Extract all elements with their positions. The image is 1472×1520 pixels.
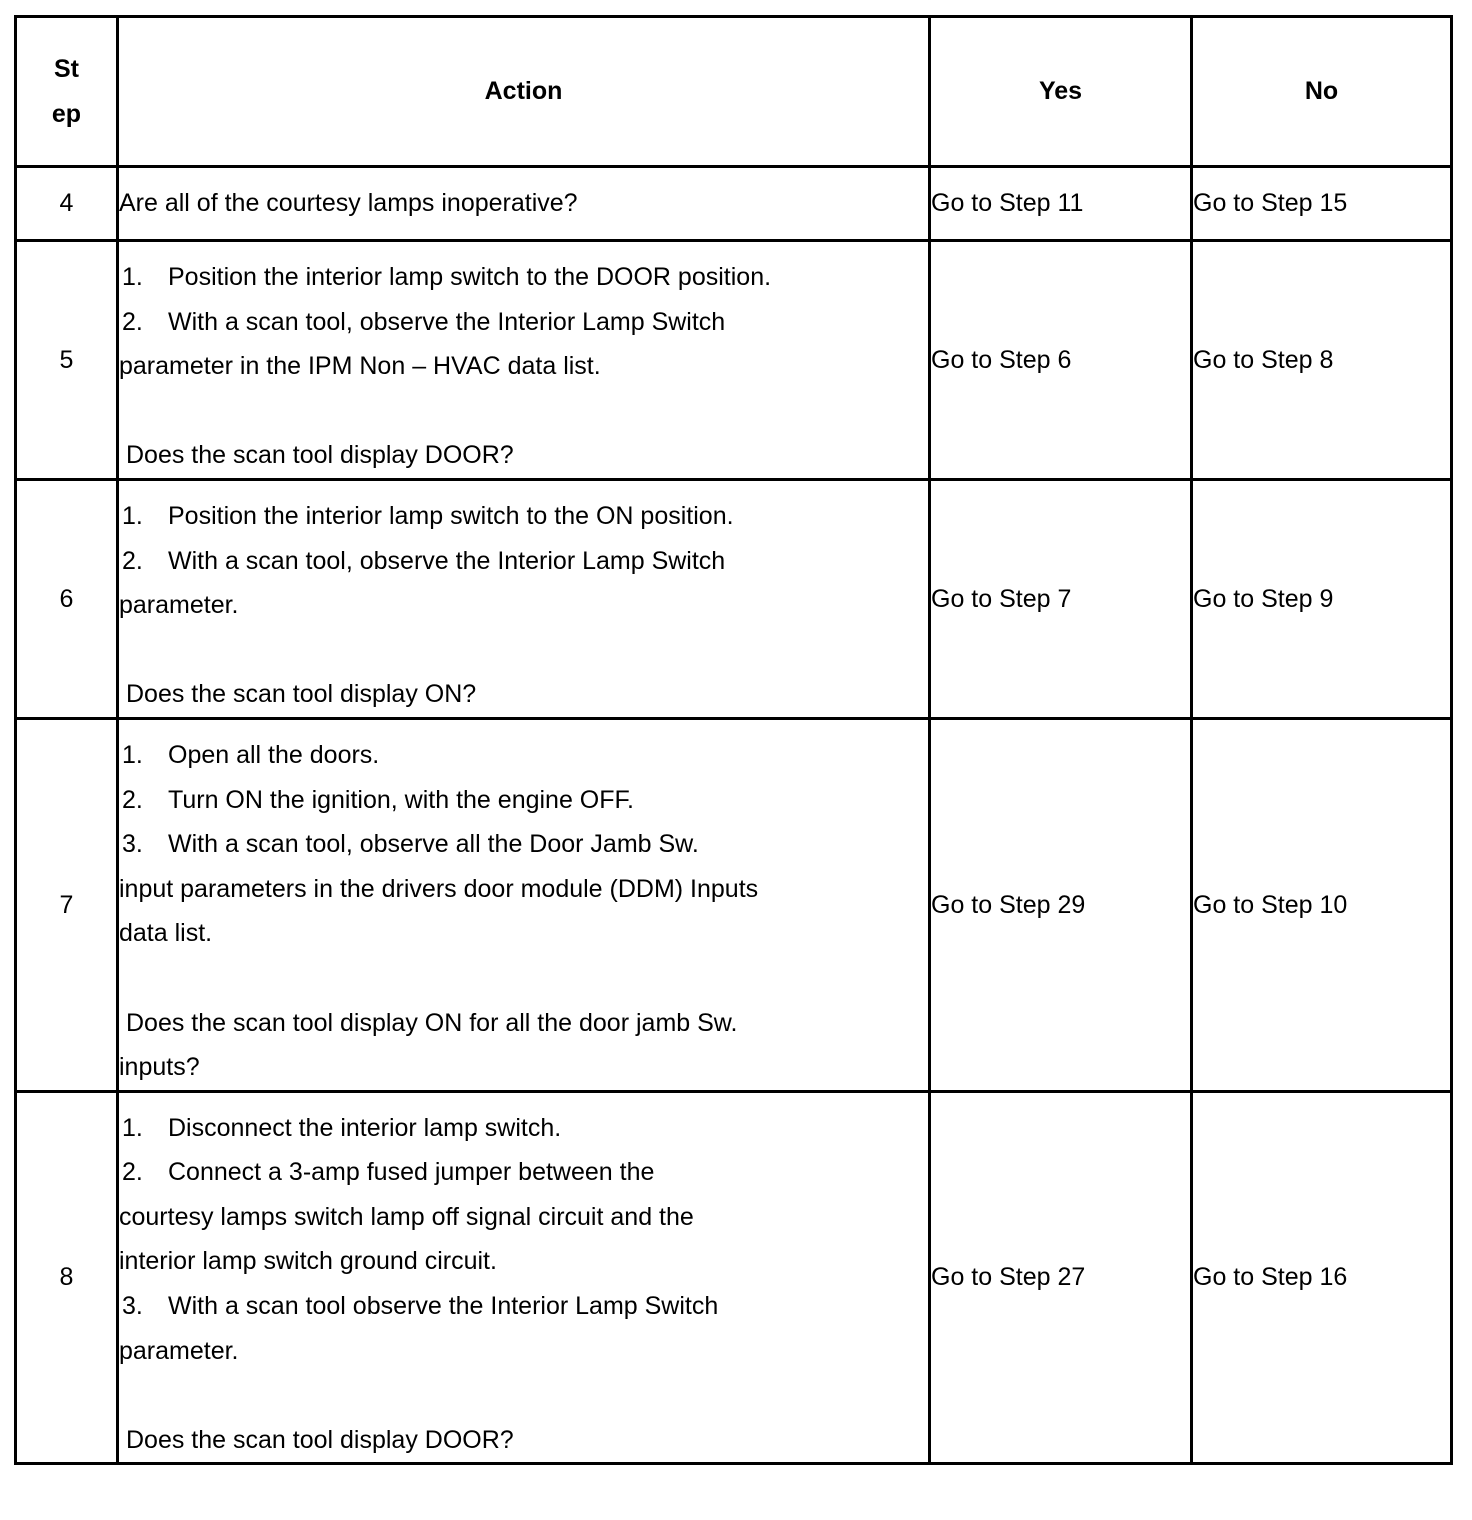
action-line [119,1284,928,1329]
action-line [119,867,928,912]
action-line-text: With a scan tool, observe the Interior Lamp Switch [168,307,726,336]
action-line-number: 2. [122,1158,143,1187]
step-number: 5 [16,241,118,480]
step-number: 7 [16,718,118,1091]
action-line-text: input parameters in the drivers door module (DDM) Inputs [119,874,759,903]
no-cell: Go to Step 9 [1192,479,1452,718]
step-number: 4 [16,167,118,241]
action-cell [118,1091,930,1464]
action-line-number: 2. [122,546,143,575]
table-row [16,479,1452,718]
action-line-text: Disconnect the interior lamp switch. [168,1113,562,1142]
action-line [119,1329,928,1374]
action-line [119,778,928,823]
table-row [16,718,1452,1091]
no-cell: Go to Step 16 [1192,1091,1452,1464]
action-line [119,1195,928,1240]
action-line-text: With a scan tool, observe the Interior Lamp Switch [168,546,726,575]
header-row [16,17,1452,167]
diagnostic-table [14,15,1453,1465]
action-line-text: Turn ON the ignition, with the engine OFF. [168,785,634,814]
yes-cell: Go to Step 6 [930,241,1192,480]
yes-cell: Go to Step 11 [930,167,1192,241]
action-line-text: Position the interior lamp switch to the ON position. [168,501,734,530]
action-question: Does the scan tool display ON for all the door jamb Sw. [126,1008,738,1037]
action-cell [118,241,930,480]
action-line-number: 1. [122,263,143,291]
action-line [119,300,928,345]
action-cell [118,479,930,718]
action-question: Does the scan tool display ON? [126,680,477,709]
action-line-text: Connect a 3-amp fused jumper between the [168,1158,655,1187]
action-line-number: 3. [122,830,143,859]
action-question: Does the scan tool display DOOR? [126,441,514,470]
action-line [119,494,928,539]
action-line [119,255,928,300]
header-no: No [1192,17,1452,167]
action-line [119,1150,928,1195]
action-line [119,1106,928,1151]
action-line [119,344,928,389]
action-line [119,539,928,584]
action-line-text: Open all the doors. [168,740,380,769]
table-row [16,1091,1452,1464]
action-line-number: 1. [122,501,143,530]
action-line-text: Position the interior lamp switch to the DOOR position. [168,263,772,291]
action-line-text: interior lamp switch ground circuit. [119,1247,497,1276]
action-line-text: parameter. [119,591,239,620]
header-step: St ep [16,17,118,167]
action-line-text: data list. [119,919,213,948]
yes-cell: Go to Step 27 [930,1091,1192,1464]
yes-cell: Go to Step 29 [930,718,1192,1091]
step-number: 6 [16,479,118,718]
no-cell: Go to Step 15 [1192,167,1452,241]
action-line-text: With a scan tool observe the Interior Lamp Switch [168,1292,719,1321]
action-line-text: With a scan tool, observe all the Door Jamb Sw. [168,830,699,859]
action-cell [118,718,930,1091]
action-line [119,733,928,778]
action-line-number: 2. [122,785,143,814]
action-line-number: 1. [122,1113,143,1142]
action-question: Does the scan tool display DOOR? [126,1425,514,1454]
action-line [119,1239,928,1284]
no-cell: Go to Step 8 [1192,241,1452,480]
action-line-text: parameter in the IPM Non – HVAC data list. [119,352,601,381]
action-line [119,911,928,956]
action-line [119,583,928,628]
yes-cell: Go to Step 7 [930,479,1192,718]
action-question: Are all of the courtesy lamps inoperative? [119,189,578,218]
action-line-text: courtesy lamps switch lamp off signal circuit and the [119,1202,694,1231]
header-yes: Yes [930,17,1192,167]
table-row [16,241,1452,480]
action-line-number: 1. [122,740,143,769]
action-line-text: parameter. [119,1336,239,1365]
action-cell [118,167,930,241]
table-row [16,167,1452,241]
action-line-number: 3. [122,1292,143,1321]
header-action: Action [118,17,930,167]
no-cell: Go to Step 10 [1192,718,1452,1091]
action-question-cont: inputs? [119,1053,200,1082]
action-line-number: 2. [122,307,143,336]
action-line [119,822,928,867]
step-number: 8 [16,1091,118,1464]
